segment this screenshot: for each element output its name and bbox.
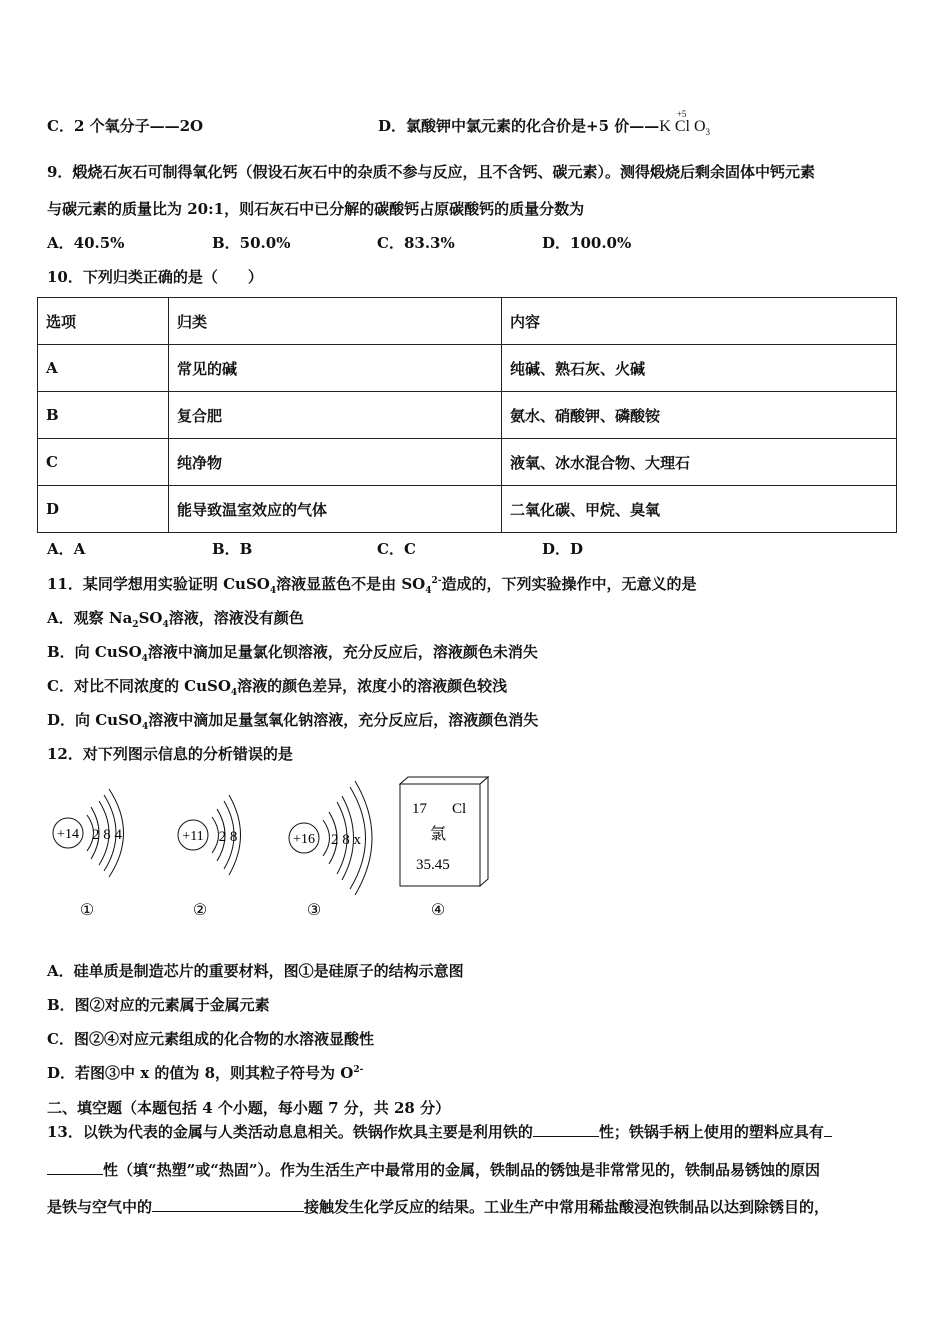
q11-stem-part: 造成的，下列实验操作中，无意义的是 [441, 575, 697, 593]
q8-option-d [378, 109, 710, 138]
q12-option-c: C．图②④对应元素组成的化合物的水溶液显酸性 [47, 1030, 374, 1048]
table-cell: C [38, 439, 169, 486]
subscript: 4 [141, 654, 148, 664]
q10-option-d: D．D [542, 540, 584, 558]
electron-shell-arc [323, 820, 330, 856]
section-title: 二、填空题（本题包括 4 个小题，每小题 7 分，共 28 分） [47, 1099, 451, 1117]
q13-line3 [47, 1197, 829, 1217]
q11-stem-part: 11．某同学想用实验证明 CuSO [47, 575, 270, 593]
q9-stem-line1: 9．煅烧石灰石可制得氧化钙（假设石灰石中的杂质不参与反应，且不含钙、碳元素）。测得煅烧后剩余固体中钙元素 [47, 163, 815, 181]
subscript: 4 [425, 586, 432, 596]
valence-mark: +5 [676, 109, 687, 119]
q10-option-b: B．B [212, 540, 253, 558]
table-row [38, 345, 897, 392]
table-cell: 能导致温室效应的气体 [169, 486, 502, 533]
q9-option-d: D．100.0% [542, 234, 632, 252]
table-cell: 常见的碱 [169, 345, 502, 392]
subscript: 2 [132, 620, 139, 630]
atomic-mass: 35.45 [416, 857, 450, 873]
superscript: 2- [431, 576, 442, 586]
atom-diagram-3 [282, 775, 392, 925]
element-name: 氯 [430, 826, 447, 843]
nucleus-charge: +16 [293, 832, 315, 847]
table-header-cell: 归类 [169, 298, 502, 345]
answer-blank[interactable] [533, 1122, 599, 1137]
formula-cl: Cl [674, 118, 690, 135]
table-cell: 纯碱、熟石灰、火碱 [502, 345, 897, 392]
q10-stem: 10．下列归类正确的是（ ） [47, 268, 263, 286]
atom-diagram-2 [168, 775, 268, 925]
subscript: 4 [230, 688, 238, 698]
superscript: 2- [353, 1065, 364, 1075]
text-part: D．向 CuSO [47, 711, 142, 729]
figure-label: ① [79, 902, 95, 919]
table-cell: 二氧化碳、甲烷、臭氧 [502, 486, 897, 533]
subscript: 4 [269, 586, 277, 596]
q9-stem-line2: 与碳元素的质量比为 20:1，则石灰石中已分解的碳酸钙占原碳酸钙的质量分数为 [47, 200, 585, 218]
subscript: 4 [141, 722, 149, 732]
electron-shell-arc [212, 817, 219, 853]
text-part: 性；铁锅手柄上使用的塑料应具有 [598, 1123, 824, 1141]
text-part: C．对比不同浓度的 CuSO [47, 677, 231, 695]
table-cell: 氨水、硝酸钾、磷酸铵 [502, 392, 897, 439]
text-part: 性（填“热塑”或“热固”）。作为生活生产中最常用的金属，铁制品的锈蚀是非常常见的，铁制品易锈蚀的原因 [103, 1161, 821, 1179]
element-symbol: Cl [452, 801, 467, 817]
answer-blank[interactable] [824, 1122, 832, 1137]
q12-option-d [47, 1063, 363, 1083]
text-part: 是铁与空气中的 [47, 1198, 153, 1216]
text-part: B．向 CuSO [47, 643, 142, 661]
shell-electrons: 2 8 x [331, 832, 361, 848]
table-cell: A [38, 345, 169, 392]
figure-label: ④ [430, 902, 446, 919]
table-header-row [38, 298, 897, 345]
q10-table [37, 297, 897, 533]
subscript: 4 [162, 620, 169, 630]
answer-blank[interactable] [152, 1197, 304, 1212]
text-part: 溶液，溶液没有颜色 [168, 609, 304, 627]
table-row [38, 486, 897, 533]
q12-stem: 12．对下列图示信息的分析错误的是 [47, 745, 293, 763]
table-header-cell: 选项 [38, 298, 169, 345]
formula-sub-3: 3 [705, 127, 710, 138]
text-part: D．若图③中 x 的值为 8，则其粒子符号为 O [47, 1064, 354, 1082]
card-top-face [400, 777, 488, 784]
text-part: A．观察 Na [47, 609, 133, 627]
text-part: 溶液中滴加足量氯化钡溶液，充分反应后，溶液颜色未消失 [147, 643, 538, 661]
figure-label: ③ [306, 902, 322, 919]
q8-option-c: C．2 个氧分子——2O [47, 117, 204, 135]
shell-electrons: 2 8 [218, 829, 238, 845]
q11-option-d [47, 710, 538, 730]
q13-line2 [47, 1160, 820, 1180]
table-cell: 复合肥 [169, 392, 502, 439]
table-row [38, 392, 897, 439]
element-card-chlorine [392, 775, 502, 925]
q11-option-b [47, 642, 538, 662]
text-part: 溶液中滴加足量氢氧化钠溶液，充分反应后，溶液颜色消失 [148, 711, 539, 729]
q8-option-d-text: D．氯酸钾中氯元素的化合价是+5 价—— [378, 117, 660, 135]
formula-o: O [693, 118, 706, 135]
table-cell: 纯净物 [169, 439, 502, 486]
q11-option-a [47, 608, 304, 628]
q9-option-a: A．40.5% [47, 234, 125, 252]
atom-diagram-1 [45, 775, 145, 925]
q9-option-c: C．83.3% [377, 234, 455, 252]
card-side-face [480, 777, 488, 886]
table-row [38, 439, 897, 486]
q9-option-b: B．50.0% [212, 234, 291, 252]
text-part: SO [138, 609, 163, 627]
nucleus-charge: +11 [182, 829, 204, 844]
text-part: 接触发生化学反应的结果。工业生产中常用稀盐酸浸泡铁制品以达到除锈目的， [304, 1198, 830, 1216]
q10-option-a: A．A [47, 540, 86, 558]
q13-line1 [47, 1122, 832, 1142]
q12-option-b: B．图②对应的元素属于金属元素 [47, 996, 270, 1014]
table-cell: B [38, 392, 169, 439]
table-cell: 液氧、冰水混合物、大理石 [502, 439, 897, 486]
shell-electrons: 2 8 4 [92, 827, 122, 843]
formula-k: K [659, 118, 671, 135]
table-cell: D [38, 486, 169, 533]
text-part: 溶液的颜色差异，浓度小的溶液颜色较浅 [237, 677, 508, 695]
q11-stem-part: 溶液显蓝色不是由 SO [276, 575, 426, 593]
q12-option-a: A．硅单质是制造芯片的重要材料，图①是硅原子的结构示意图 [47, 962, 464, 980]
figure-label: ② [192, 902, 208, 919]
answer-blank[interactable] [47, 1160, 103, 1175]
q11-stem [47, 574, 697, 594]
atomic-number: 17 [412, 801, 427, 817]
text-part: 13．以铁为代表的金属与人类活动息息相关。铁锅作炊具主要是利用铁的 [47, 1123, 533, 1141]
nucleus-charge: +14 [57, 827, 79, 842]
q8-kclo3-formula [659, 109, 710, 138]
q11-option-c [47, 676, 507, 696]
q10-option-c: C．C [377, 540, 416, 558]
table-header-cell: 内容 [502, 298, 897, 345]
